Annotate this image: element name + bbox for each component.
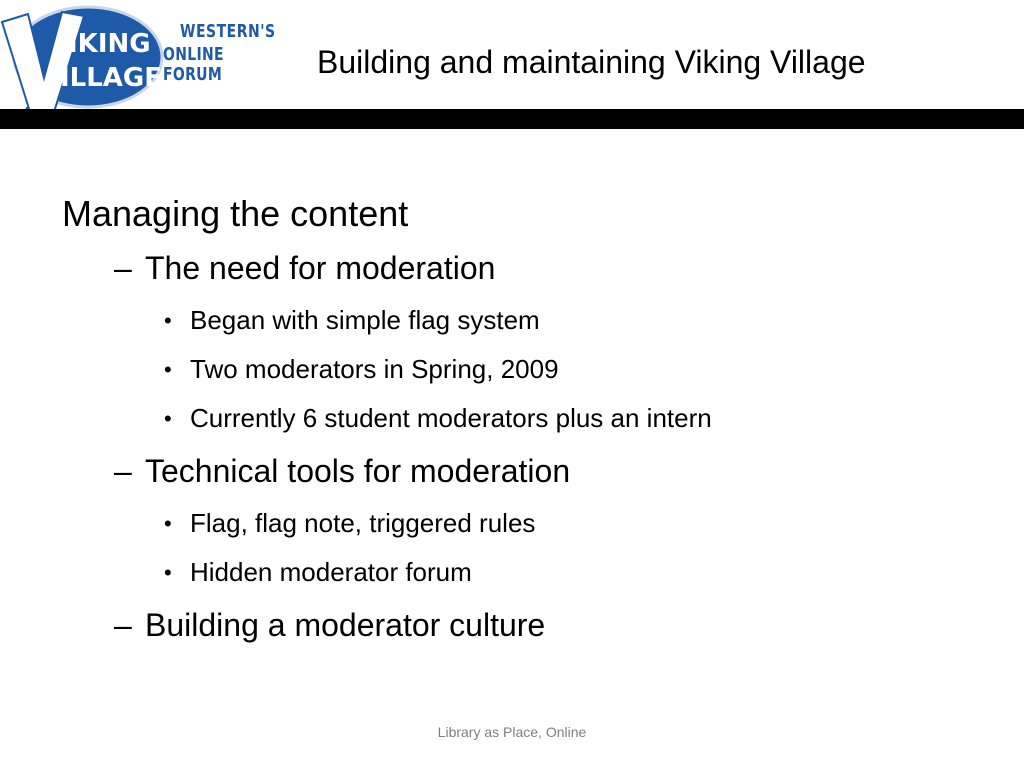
subheading-text: Building a moderator culture [145,607,546,643]
bullet-text: Two moderators in Spring, 2009 [190,354,559,384]
bullet-icon: • [164,308,172,333]
header-divider-bar [0,109,1024,129]
speech-bubble-logo-icon [0,0,170,122]
slide-body [62,188,984,653]
dash-marker: – [114,250,132,286]
section-heading: Managing the content [62,193,409,234]
bullet-icon: • [164,357,172,382]
subheading-item [62,597,984,653]
subheading-item [62,443,984,499]
logo-line2: ONLINE FORUM [163,45,224,85]
bullet-item [62,548,984,597]
svg-text:ILLAGE: ILLAGE [60,63,163,93]
bullet-item [62,296,984,345]
bullet-icon: • [164,406,172,431]
logo-line1: WESTERN'S [180,22,276,42]
dash-marker: – [114,453,132,489]
subheading-text: Technical tools for moderation [145,453,571,489]
bullet-item [62,394,984,443]
bullet-icon: • [164,511,172,536]
bullet-text: Flag, flag note, triggered rules [190,508,536,538]
bullet-item [62,345,984,394]
svg-text:IKING: IKING [68,29,151,59]
slide-title: Building and maintaining Viking Village [317,44,866,80]
dash-marker: – [114,607,132,643]
bullet-text: Hidden moderator forum [190,557,472,587]
subheading-text: The need for moderation [145,250,496,286]
viking-village-logo [0,0,280,122]
slide-footer: Library as Place, Online [437,724,587,740]
bullet-text: Began with simple flag system [190,305,540,335]
subheading-item [62,240,984,296]
bullet-item [62,499,984,548]
bullet-icon: • [164,560,172,585]
bullet-text: Currently 6 student moderators plus an intern [190,403,712,433]
